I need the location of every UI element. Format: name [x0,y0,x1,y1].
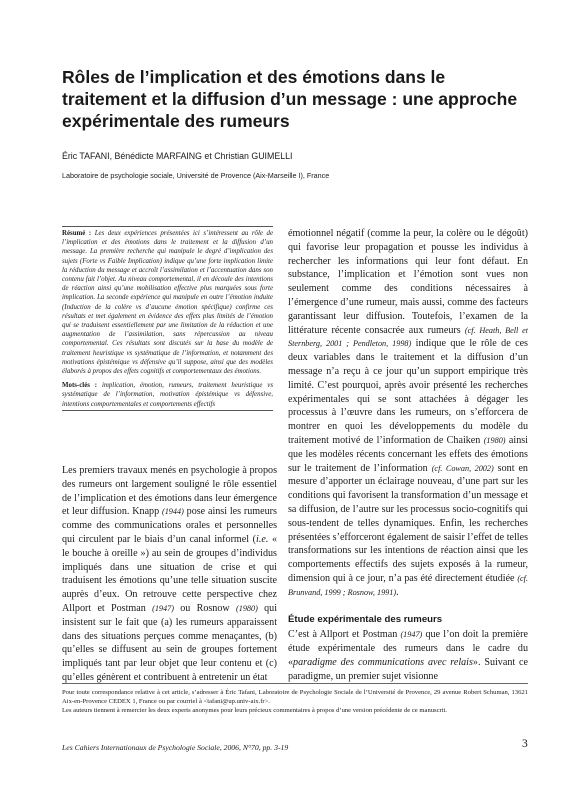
body-text: ainsi que les modèles récents concernant les effets des émotions sur le traitement de l’information [288,434,528,474]
abstract-text: Les deux expériences présentées ici s’intéressent au rôle de l’implication et des émotions dans le traitement et la diffusion d’un message. La première recherche qui manipule le degré d’implication des sujets (Forte vs Faible Implication) indique qu’une forte implication limite la réduction du message et accroît l’assimilation et l’accentuation dans son contenu fait l’objet. Au niveau comportemental, il en découle des intentions de réaction ainsi qu’une mobilisation effective plus marquées sous forte implication. La seconde expérience qui manipule en outre l’émotion induite (Induction de la colère vs d’aucune émotion spécifique) confirme ces résultats et met également en évidence des effets plus limités de l’émotion qui se traduisent essentiellement par une limitation de la réduction et une augmentation de l’assimilation, sans répercussion au niveau comportemental. Ces résultats sont discutés sur la base du modèle de traitement heuristique vs systématique de l’information, et notamment des motivations épistémique vs défensive qu’il suppose, ainsi que des modèles élaborés à propos des effets cognitifs et comportementaux des émotions. [62,230,273,376]
body-paragraph [288,227,528,600]
keywords [62,381,273,409]
body-text: « le bouche à oreille ») au sein de groupes d’individus impliqués dans une situation de crise et qui traduisent les émotions qu’une telle situation suscite auprès d’eux. On retrouve cette perspective chez Allport et Postman [62,533,277,614]
keywords-label: Mots-clés : [62,382,98,390]
article-title: Rôles de l’implication et des émotions dans le traitement et la diffusion d’un message : une approche expérimentale des rumeurs [62,67,518,131]
footnotes [62,688,528,716]
authors: Éric TAFANI, Bénédicte MARFAING et Christian GUIMELLI [62,151,293,161]
page-number: 3 [522,738,528,750]
body-text: . [396,586,399,598]
citation: (1947) [400,630,423,640]
acknowledgement-note: Les auteurs tiennent à remercier les deux experts anonymes pour leurs précieux commentaires à propos d’une version précédente de ce manuscrit. [62,707,448,715]
abbreviation: i.e. [256,533,269,545]
body-text: ou Rosnow [180,602,230,614]
body-text: que l’on doit la première étude expérimentale des rumeurs dans le cadre du « [288,629,528,668]
body-column-left [62,464,277,685]
body-paragraph [62,464,277,685]
citation: (1944) [161,507,184,517]
keywords-text: implication, émotion, rumeurs, traitement heuristique vs systématique de l’information, motivation épistémique vs défensive, intentions comportementales et comportements effectifs [62,382,274,408]
section-heading: Étude expérimentale des rumeurs [288,613,443,625]
citation: (1980) [236,603,258,613]
body-text: pose ainsi les rumeurs comme des communications orales et personnelles qui circulent par le biais d’un canal informel ( [62,506,277,545]
body-text: sont en mesure d’apporter un éclairage nouveau, d’une part sur les conditions qui favorisent la transformation d’un message et sa diffusion, de l’autre sur les processus socio-cognitifs qui sous-tendent de telles dynamiques. Enfin, les recherches présentées s’efforceront également de saisir l’effet de telles transformations sur les intentions de réaction ainsi que les comportements effectifs des sujets exposés à la rumeur, dimension qui à ce jour, n’a pas été directement étudiée [288,462,528,584]
footnote-divider [62,683,528,684]
abstract-box [62,226,273,411]
body-text: Les premiers travaux menés en psychologie à propos des rumeurs ont largement souligné le rôle essentiel de l’implication et des émotions dans leur émergence et leur diffusion. Knapp [62,465,277,518]
abstract [62,229,273,376]
body-column-right [288,227,528,684]
citation: (cf. Heath, Bell et Sternberg, 2001 ; Pendleton, 1998) [288,325,528,349]
citation: (1980) [483,435,506,445]
correspondence-note: Pour toute correspondance relative à cet article, s’adresser à Éric Tafani, Laboratoire de Psychologie Sociale de l’Université de Provence, 29 avenue Robert Schuman, 13621 Aix-en-Provence CEDEX 1, France ou par courriel à <tafani@up.univ-aix.fr>. [62,689,528,706]
body-text: C’est à Allport et Postman [288,629,398,641]
quotation: paradigme des communications avec relais [293,656,473,668]
body-text: ». Suivant ce paradigme, un premier sujet visionne [288,656,528,682]
citation: (1947) [152,603,174,613]
abstract-label: Résumé : [62,230,92,237]
body-text: qui insistent sur le fait que (a) les rumeurs apparaissent dans des situations perçues comme menaçantes, (b) qu’elles se diffusent au sein de groupes fortement impliqués tant par leur objet que leur contenu et (c) qu’elles génèrent et contribuent à entretenir un état [62,602,278,683]
body-text: indique que le rôle de ces deux variables dans le traitement et la diffusion d’un message n’a reçu à ce jour qu’un support empirique très limité. C’est pourquoi, après avoir présenté les recherches expérimentales qui se sont attachées à dégager les processus à l’œuvre dans les rumeurs, on s’efforcera de montrer en quoi les développements du modèle du traitement motivé de l’information de Chaiken [288,338,528,446]
affiliation: Laboratoire de psychologie sociale, Université de Provence (Aix-Marseille I), France [62,171,330,180]
journal-reference: Les Cahiers Internationaux de Psychologie Sociale, 2006, N°70, pp. 3-19 [62,743,289,752]
body-paragraph [288,628,528,683]
body-text: émotionnel négatif (comme la peur, la colère ou le dégoût) qui favorise leur propagation et pousse les individus à rechercher les informations qui leur font défaut. En substance, l’implication et l’émotion sont vues non seulement comme des conditions nécessaires à l’émergence d’une rumeur, mais aussi, comme des facteurs garantissant leur diffusion. Toutefois, l’examen de la littérature récente consacrée aux rumeurs [288,228,528,336]
citation: (cf. Cowan, 2002) [431,463,494,473]
citation: (cf. Brunvand, 1999 ; Rosnow, 1991) [288,573,528,597]
